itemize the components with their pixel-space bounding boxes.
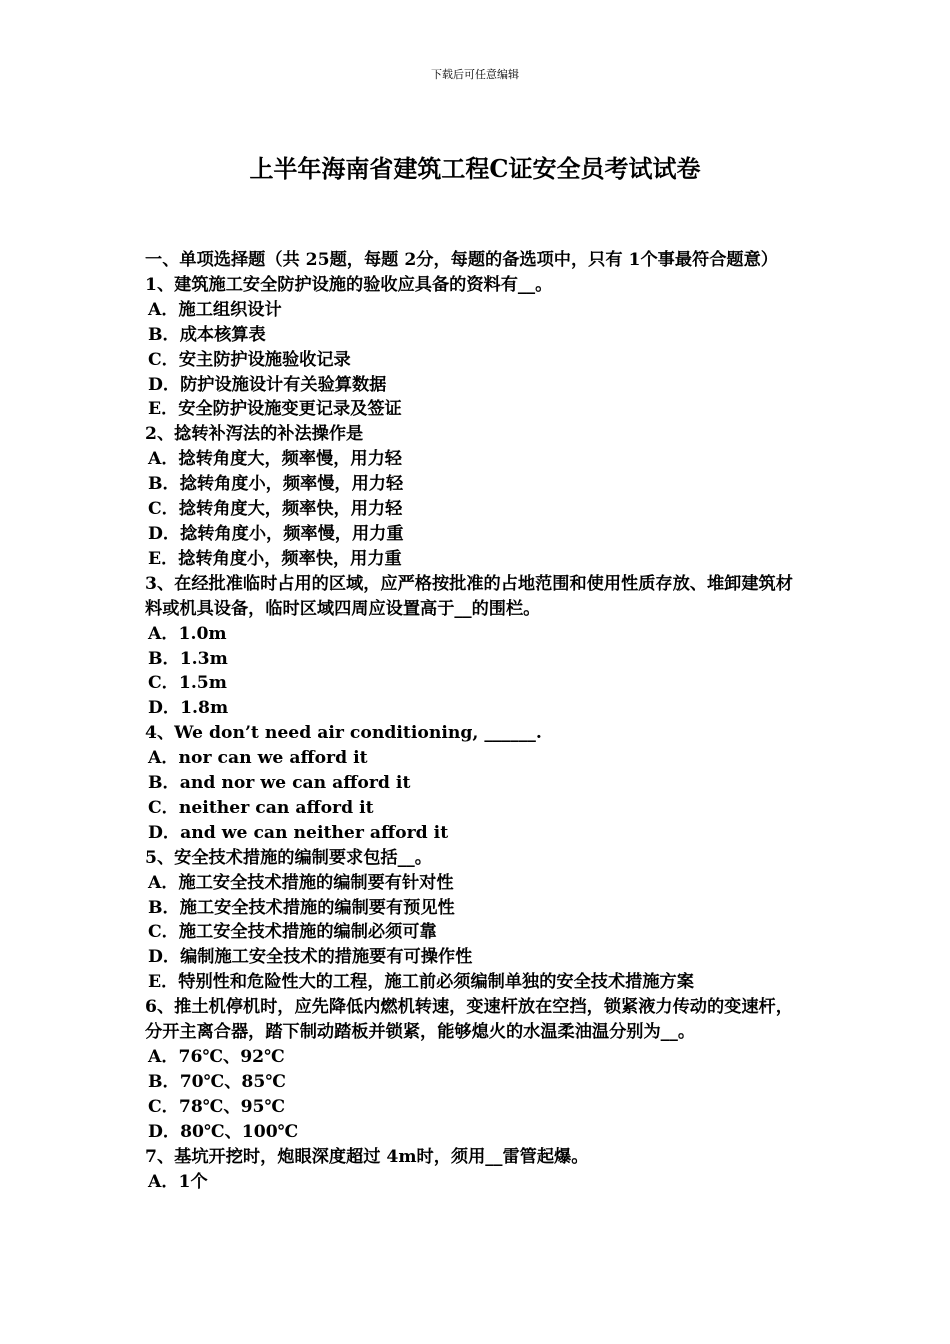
- question-text: 4、We don’t need air conditioning, ______.: [145, 723, 542, 744]
- option-c: C．78℃、95℃: [148, 1096, 286, 1117]
- option-a: A．nor can we afford it: [148, 748, 368, 769]
- option-c: C．安主防护设施验收记录: [148, 349, 351, 370]
- option-list: [145, 871, 810, 996]
- option-d: D．1.8m: [148, 698, 229, 719]
- option-list: [145, 622, 810, 722]
- option-d: D．and we can neither afford it: [148, 822, 449, 843]
- question-2: [145, 422, 810, 571]
- question-5: [145, 846, 810, 995]
- option-c: C．1.5m: [148, 673, 227, 694]
- option-e: E．捻转角度小，频率快，用力重: [148, 548, 402, 569]
- option-e: E．安全防护设施变更记录及签证: [148, 399, 402, 420]
- option-a: A．施工组织设计: [148, 299, 282, 320]
- option-d: D．捻转角度小，频率慢，用力重: [148, 523, 404, 544]
- question-1: [145, 273, 810, 422]
- header-note: 下载后可任意编辑: [431, 68, 519, 81]
- option-list: [145, 1045, 810, 1145]
- option-d: D．80℃、100℃: [148, 1121, 299, 1142]
- question-text: 3、在经批准临时占用的区域，应严格按批准的占地范围和使用性质存放、堆卸建筑材料或机具设备，临时区域四周应设置高于__的围栏。: [145, 573, 793, 619]
- option-b: B．施工安全技术措施的编制要有预见性: [148, 897, 455, 918]
- question-text: 2、捻转补泻法的补法操作是: [145, 424, 364, 445]
- section-heading: 一、单项选择题（共 25题，每题 2分，每题的备选项中，只有 1个事最符合题意）: [145, 250, 778, 270]
- option-b: B．1.3m: [148, 648, 228, 669]
- option-a: A．1.0m: [148, 623, 227, 644]
- page-title: 上半年海南省建筑工程C证安全员考试试卷: [249, 154, 701, 183]
- option-list: [145, 298, 810, 423]
- option-list: [145, 447, 810, 572]
- option-b: B．70℃、85℃: [148, 1071, 286, 1092]
- question-text: 5、安全技术措施的编制要求包括__。: [145, 847, 432, 868]
- question-3: [145, 572, 810, 721]
- question-text: 7、基坑开挖时，炮眼深度超过 4m时，须用__雷管起爆。: [145, 1146, 589, 1167]
- option-a: A．76℃、92℃: [148, 1047, 285, 1067]
- option-a: A．1个: [148, 1171, 208, 1192]
- option-list: [145, 746, 810, 846]
- question-text: 6、推土机停机时，应先降低内燃机转速，变速杆放在空挡，锁紧液力传动的变速杆，分开主离合器，踏下制动踏板并锁紧，能够熄火的水温柔油温分别为__。: [145, 997, 793, 1043]
- option-d: D．防护设施设计有关验算数据: [148, 374, 387, 395]
- option-b: B．and nor we can afford it: [148, 773, 411, 794]
- option-list: [145, 1170, 810, 1195]
- question-6: [145, 995, 810, 1144]
- option-b: B．成本核算表: [148, 324, 266, 345]
- option-e: E．特别性和危险性大的工程，施工前必须编制单独的安全技术措施方案: [148, 972, 694, 993]
- option-c: C．neither can afford it: [148, 797, 374, 818]
- document-body: [145, 248, 810, 1194]
- option-c: C．施工安全技术措施的编制必须可靠: [148, 922, 437, 943]
- question-7: [145, 1145, 810, 1195]
- option-d: D．编制施工安全技术的措施要有可操作性: [148, 947, 473, 968]
- option-a: A．捻转角度大，频率慢，用力轻: [148, 449, 402, 470]
- option-b: B．捻转角度小，频率慢，用力轻: [148, 474, 404, 495]
- question-4: [145, 721, 810, 846]
- question-text: 1、建筑施工安全防护设施的验收应具备的资料有__。: [145, 274, 553, 295]
- option-c: C．捻转角度大，频率快，用力轻: [148, 499, 403, 520]
- option-a: A．施工安全技术措施的编制要有针对性: [148, 872, 454, 893]
